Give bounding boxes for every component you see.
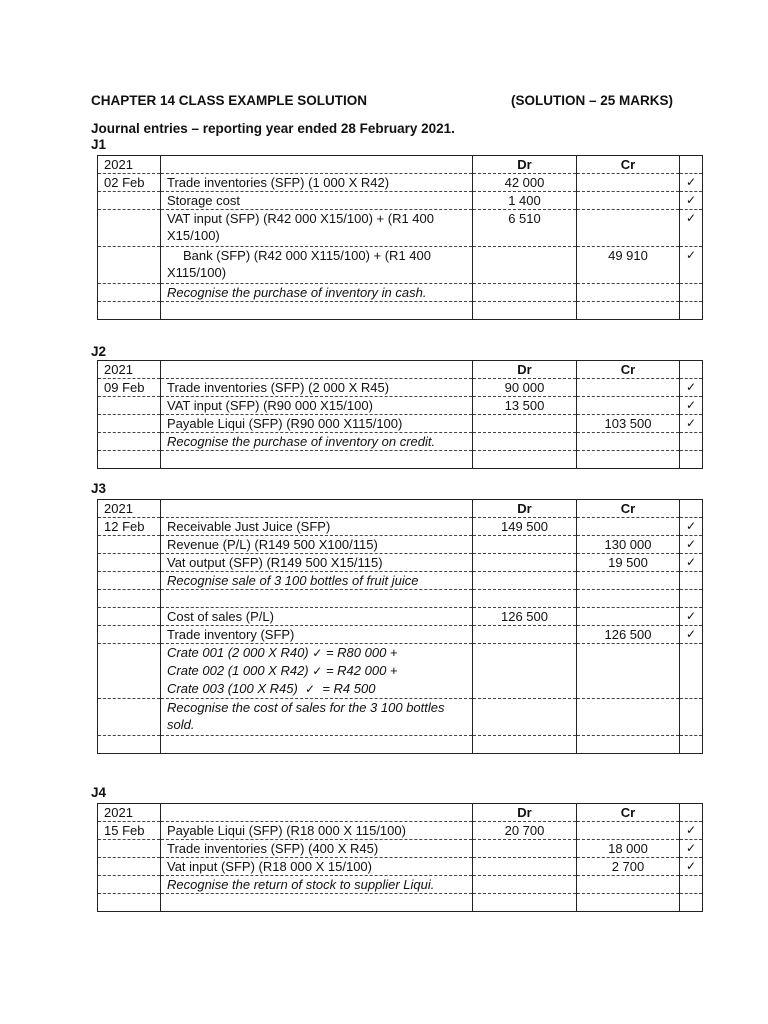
table-header-row bbox=[98, 156, 703, 174]
credit-cell: 103 500 bbox=[577, 415, 680, 433]
check-mark-icon: ✓ bbox=[680, 822, 703, 840]
account-cell: Trade inventories (SFP) (2 000 X R45) bbox=[161, 379, 473, 397]
cr-header: Cr bbox=[577, 361, 680, 379]
date-cell: 02 Feb bbox=[98, 174, 161, 192]
credit-cell: 19 500 bbox=[577, 554, 680, 572]
account-cell: Trade inventory (SFP) bbox=[161, 626, 473, 644]
account-text: X15/100) bbox=[167, 228, 220, 243]
journal-table-j4 bbox=[97, 803, 703, 912]
account-cell: Storage cost bbox=[161, 192, 473, 210]
narration-text: Recognise the cost of sales for the 3 100 bottles bbox=[167, 700, 445, 715]
account-cell bbox=[161, 247, 473, 284]
journal-label-j4: J4 bbox=[91, 785, 107, 800]
table-row bbox=[98, 699, 703, 736]
narration-text: sold. bbox=[167, 717, 195, 732]
credit-cell: 18 000 bbox=[577, 840, 680, 858]
account-cell: Trade inventories (SFP) (1 000 X R42) bbox=[161, 174, 473, 192]
table-row bbox=[98, 626, 703, 644]
account-cell: Cost of sales (P/L) bbox=[161, 608, 473, 626]
table-row bbox=[98, 451, 703, 469]
journal-subtitle: Journal entries – reporting year ended 28 February 2021. bbox=[91, 121, 455, 136]
account-cell: Revenue (P/L) (R149 500 X100/115) bbox=[161, 536, 473, 554]
table-row bbox=[98, 858, 703, 876]
check-mark-icon: ✓ bbox=[680, 397, 703, 415]
table-row bbox=[98, 302, 703, 320]
year-cell: 2021 bbox=[98, 361, 161, 379]
debit-cell: 126 500 bbox=[473, 608, 577, 626]
account-text: VAT input (SFP) (R42 000 X15/100) + (R1 400 bbox=[167, 211, 435, 226]
table-row bbox=[98, 822, 703, 840]
debit-cell: 1 400 bbox=[473, 192, 577, 210]
journal-table-j1 bbox=[97, 155, 703, 320]
table-row bbox=[98, 415, 703, 433]
crate-text: Crate 003 (100 X R45) bbox=[167, 681, 298, 696]
crate-text: Crate 002 (1 000 X R42) bbox=[167, 663, 309, 678]
table-row bbox=[98, 397, 703, 415]
check-mark-icon: ✓ bbox=[680, 379, 703, 397]
check-mark-icon: ✓ bbox=[680, 210, 703, 247]
credit-cell: 49 910 bbox=[577, 247, 680, 284]
account-cell: Trade inventories (SFP) (400 X R45) bbox=[161, 840, 473, 858]
check-mark-icon: ✓ bbox=[680, 608, 703, 626]
account-cell: Payable Liqui (SFP) (R18 000 X 115/100) bbox=[161, 822, 473, 840]
check-mark-icon: ✓ bbox=[680, 518, 703, 536]
cr-header: Cr bbox=[577, 156, 680, 174]
account-cell: VAT input (SFP) (R90 000 X15/100) bbox=[161, 397, 473, 415]
account-text: X115/100) bbox=[167, 265, 227, 280]
table-row bbox=[98, 284, 703, 302]
dr-header: Dr bbox=[473, 156, 577, 174]
debit-cell: 6 510 bbox=[473, 210, 577, 247]
table-row bbox=[98, 518, 703, 536]
debit-cell: 13 500 bbox=[473, 397, 577, 415]
table-row bbox=[98, 210, 703, 247]
date-cell: 12 Feb bbox=[98, 518, 161, 536]
check-mark-icon: ✓ bbox=[680, 554, 703, 572]
table-row bbox=[98, 590, 703, 608]
narration-cell: Recognise the purchase of inventory in cash. bbox=[161, 284, 473, 302]
account-cell: Receivable Just Juice (SFP) bbox=[161, 518, 473, 536]
table-row bbox=[98, 876, 703, 894]
cr-header: Cr bbox=[577, 500, 680, 518]
account-text: Bank (SFP) (R42 000 X115/100) + (R1 400 bbox=[183, 248, 431, 263]
crate-text: Crate 001 (2 000 X R40) bbox=[167, 645, 309, 660]
account-cell: Vat input (SFP) (R18 000 X 15/100) bbox=[161, 858, 473, 876]
check-mark-icon: ✓ bbox=[680, 840, 703, 858]
cr-header: Cr bbox=[577, 804, 680, 822]
credit-cell: 2 700 bbox=[577, 858, 680, 876]
check-mark-icon: ✓ bbox=[305, 682, 316, 696]
journal-table-j3 bbox=[97, 499, 703, 754]
debit-cell: 42 000 bbox=[473, 174, 577, 192]
check-mark-icon: ✓ bbox=[680, 247, 703, 284]
debit-cell: 20 700 bbox=[473, 822, 577, 840]
table-row bbox=[98, 608, 703, 626]
credit-cell: 126 500 bbox=[577, 626, 680, 644]
date-cell: 09 Feb bbox=[98, 379, 161, 397]
debit-cell: 90 000 bbox=[473, 379, 577, 397]
journal-label-j1: J1 bbox=[91, 137, 107, 152]
account-cell bbox=[161, 210, 473, 247]
journal-label-j2: J2 bbox=[91, 344, 107, 359]
narration-cell: Recognise the return of stock to supplier Liqui. bbox=[161, 876, 473, 894]
narration-cell: Recognise sale of 3 100 bottles of fruit juice bbox=[161, 572, 473, 590]
check-mark-icon: ✓ bbox=[680, 174, 703, 192]
narration-cell bbox=[161, 699, 473, 736]
debit-cell: 149 500 bbox=[473, 518, 577, 536]
check-mark-icon: ✓ bbox=[680, 858, 703, 876]
year-cell: 2021 bbox=[98, 156, 161, 174]
table-row bbox=[98, 247, 703, 284]
crate-calculation-cell bbox=[161, 644, 473, 699]
check-mark-icon: ✓ bbox=[680, 626, 703, 644]
check-mark-icon: ✓ bbox=[312, 664, 323, 678]
check-mark-icon: ✓ bbox=[680, 192, 703, 210]
table-row bbox=[98, 192, 703, 210]
table-header-row bbox=[98, 804, 703, 822]
year-cell: 2021 bbox=[98, 500, 161, 518]
account-cell: Vat output (SFP) (R149 500 X15/115) bbox=[161, 554, 473, 572]
table-row bbox=[98, 736, 703, 754]
journal-label-j3: J3 bbox=[91, 481, 107, 496]
crate-text: = R80 000 + bbox=[325, 645, 398, 660]
dr-header: Dr bbox=[473, 804, 577, 822]
journal-table-j2 bbox=[97, 360, 703, 469]
table-header-row bbox=[98, 500, 703, 518]
date-cell: 15 Feb bbox=[98, 822, 161, 840]
table-row bbox=[98, 572, 703, 590]
table-row bbox=[98, 379, 703, 397]
table-header-row bbox=[98, 361, 703, 379]
dr-header: Dr bbox=[473, 500, 577, 518]
narration-cell: Recognise the purchase of inventory on credit. bbox=[161, 433, 473, 451]
chapter-header bbox=[91, 93, 691, 108]
marks-label: (SOLUTION – 25 MARKS) bbox=[511, 93, 674, 108]
chapter-title: CHAPTER 14 CLASS EXAMPLE SOLUTION bbox=[91, 93, 368, 108]
table-row bbox=[98, 554, 703, 572]
dr-header: Dr bbox=[473, 361, 577, 379]
check-mark-icon: ✓ bbox=[680, 536, 703, 554]
crate-text: = R42 000 + bbox=[325, 663, 398, 678]
table-row bbox=[98, 536, 703, 554]
table-row bbox=[98, 894, 703, 912]
check-mark-icon: ✓ bbox=[680, 415, 703, 433]
year-cell: 2021 bbox=[98, 804, 161, 822]
crate-text: = R4 500 bbox=[322, 681, 376, 696]
table-row bbox=[98, 840, 703, 858]
table-row bbox=[98, 433, 703, 451]
account-cell: Payable Liqui (SFP) (R90 000 X115/100) bbox=[161, 415, 473, 433]
table-row bbox=[98, 174, 703, 192]
table-row bbox=[98, 644, 703, 699]
credit-cell: 130 000 bbox=[577, 536, 680, 554]
check-mark-icon: ✓ bbox=[312, 646, 323, 660]
